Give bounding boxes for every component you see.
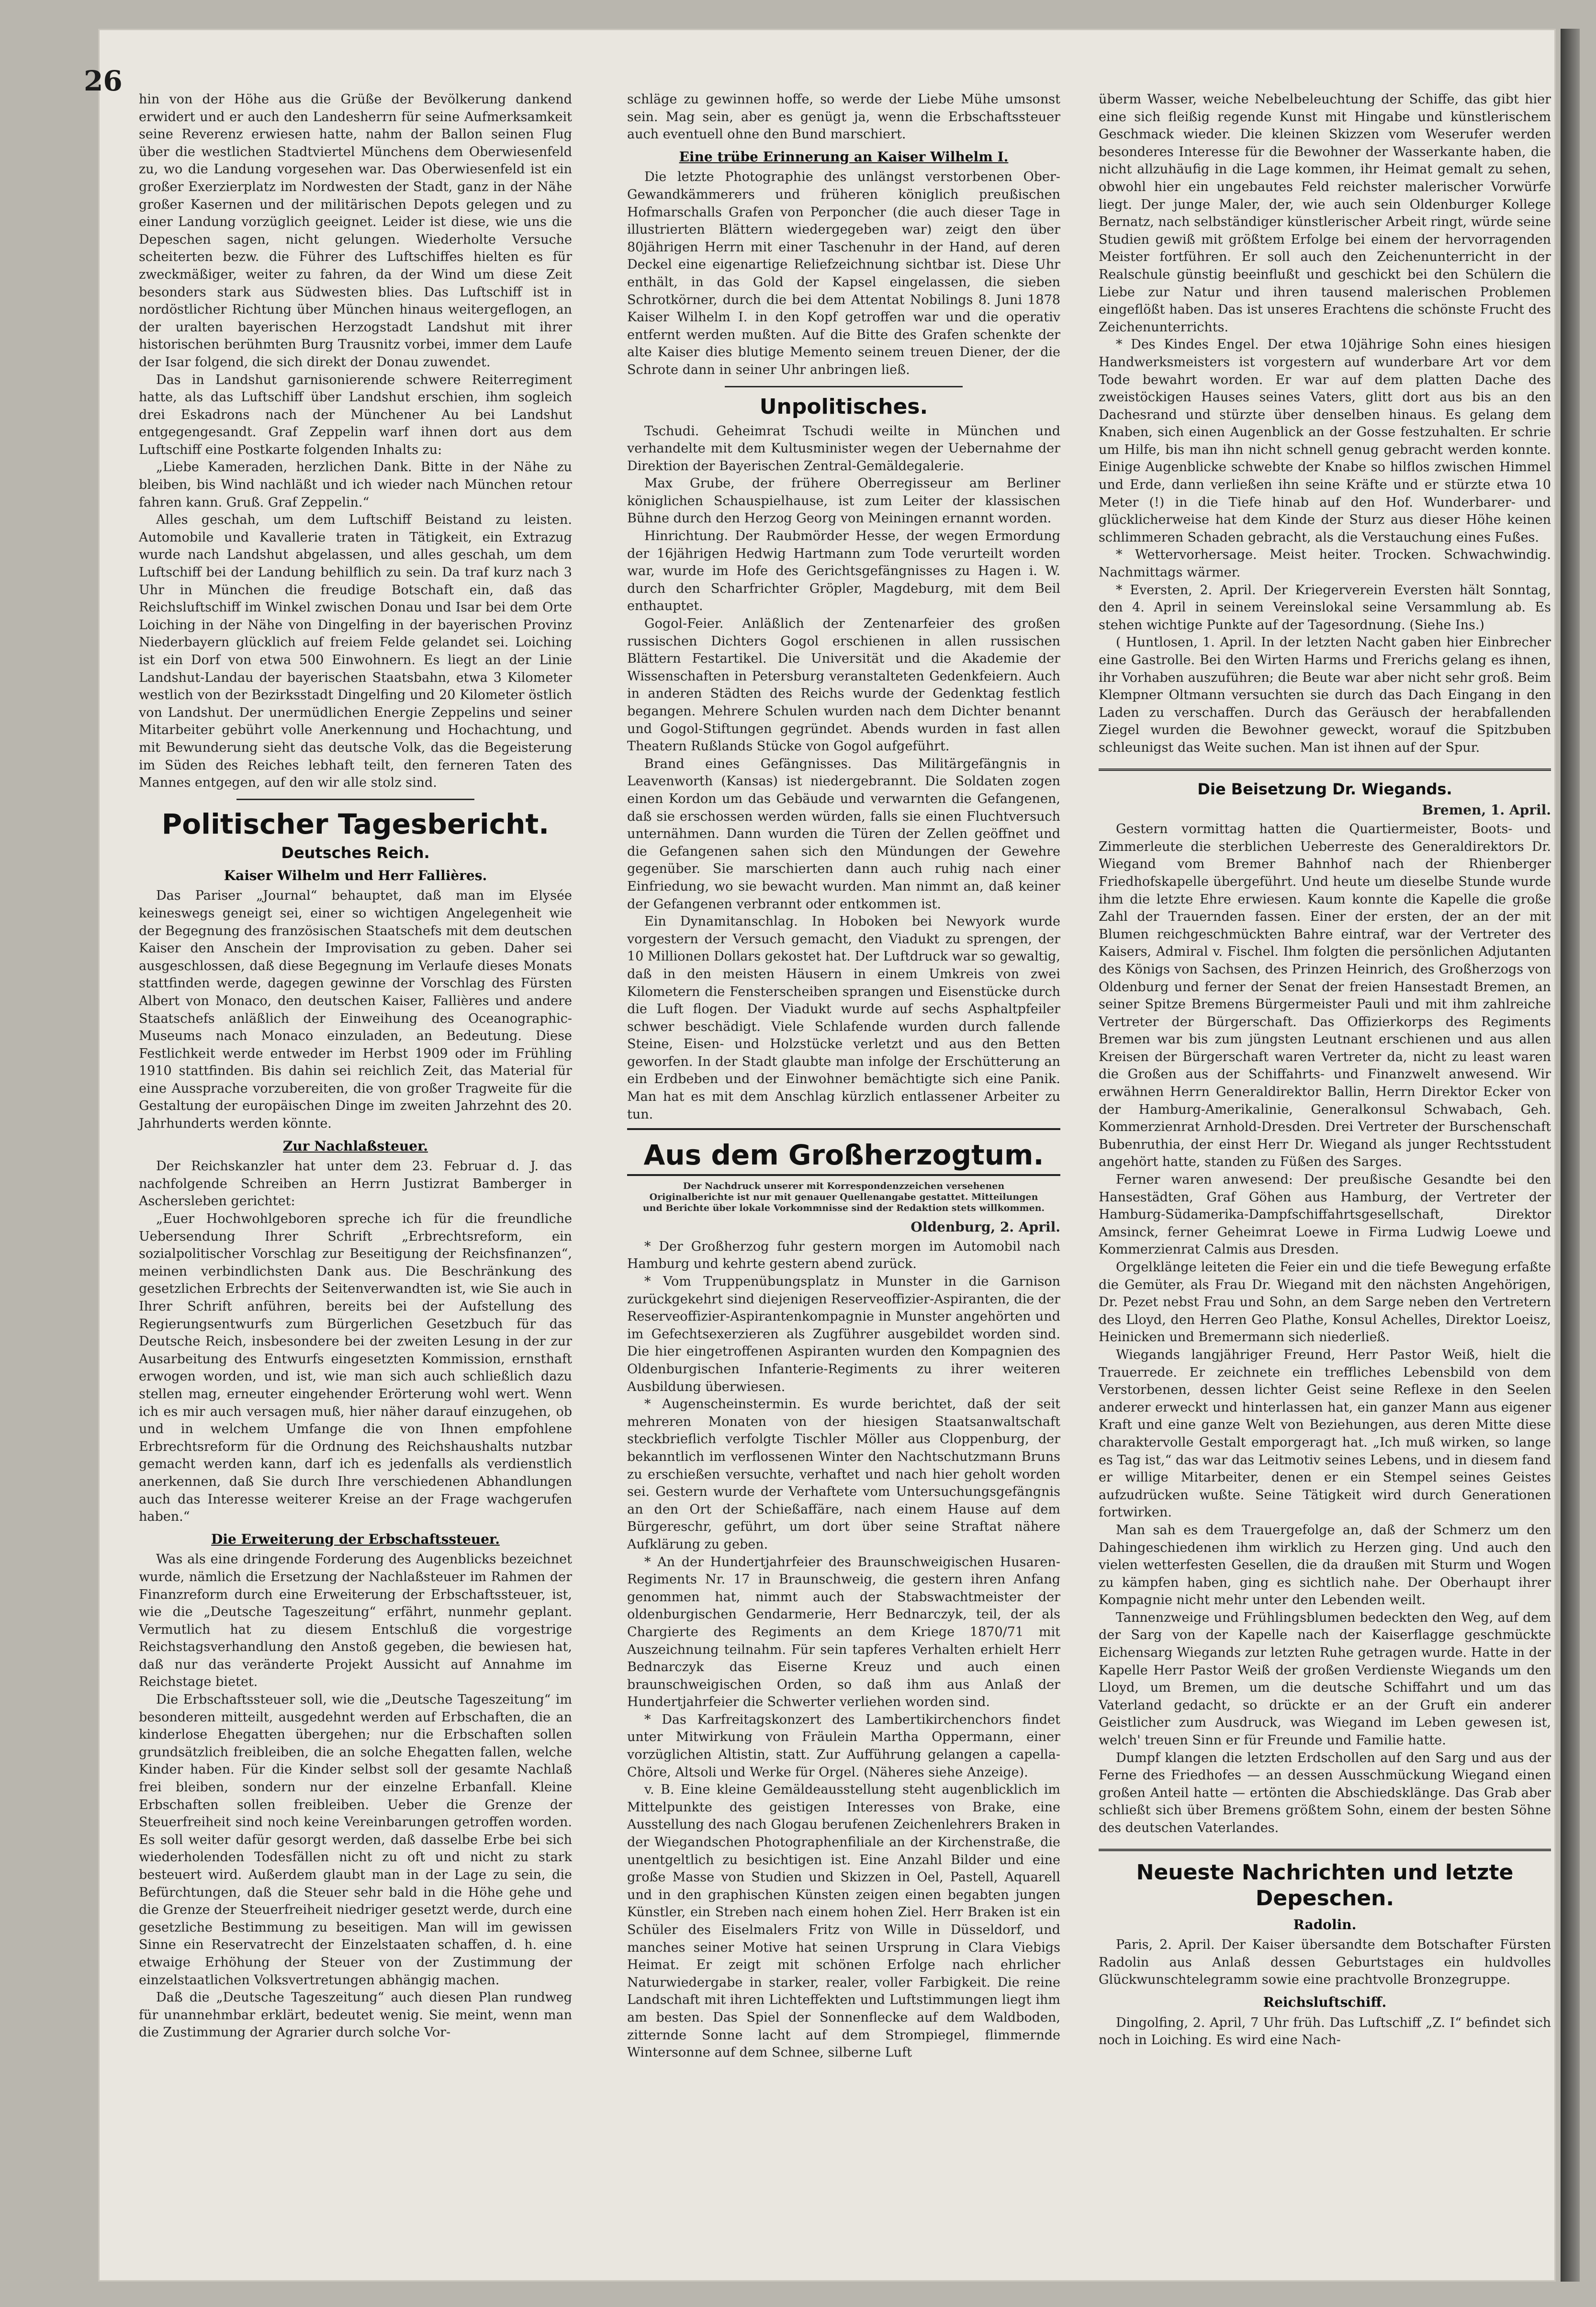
beisetzung-p1: Gestern vormittag hatten die Quartiermeister, Boots- und Zimmerleute die sterblichen Ueberreste des Generaldirektors Dr. Wiegand vom Bremer Bahnhof nach der Rhienberger Friedhofskapelle übergeführt. Und heute um dieselbe Stunde wurde ihm die letzte Ehre erwiesen. Kaum konnte die Kapelle die große Zahl der Trauernden fassen. Einer der ersten, der an der mit Blumen reichgeschmückten Bahre eintraf, war der Vertreter des Kaisers, Admiral v. Fischel. Ihm folgten die persönlichen Adjutanten des Königs von Sachsen, des Prinzen Heinrich, des Großherzogs von Oldenburg und ferner der Senat der freien Hansestadt Bremen, an seiner Spitze Bremens Bürgermeister Pauli und mit ihm zahlreiche Vertreter der Bürgerschaft. Das Offizierkorps des Regiments Bremen war bis zum jüngsten Leutnant erschienen und aus allen Kreisen der Bürgerschaft waren Vertreter da, nicht zu least waren die Großen aus der Schiffahrts- und Finanzwelt anwesend. Wir erwähnen Herrn Generaldirektor Ballin, Herrn Direktor Ecker von der Hamburg-Amerikalinie, Generalkonsul Schwabach, Geh. Kommerzienrat Arnhold-Dresden. Drei Vertreter der Burschenschaft Bubenruthia, der einst Herr Dr. Wiegand als junger Rechtsstudent angehört hatte, standen zu Füßen des Sarges. [1099, 822, 1551, 1170]
section-heading-beisetzung: Die Beisetzung Dr. Wiegands. [1197, 780, 1452, 798]
item-karfreitagskonzert: * Das Karfreitagskonzert des Lambertikirchenchors findet unter Mitwirkung von Fräulein Martha Oppermann, einer vorzüglichen Altistin, statt. Zur Aufführung gelangen a capella-Chöre, Altsoli und Werke für Orgel. (Näheres siehe Anzeige). [627, 1712, 1060, 1780]
erbschaft-p2: Die Erbschaftssteuer soll, wie die „Deutsche Tageszeitung“ im besonderen mitteilt, ausgedehnt werden auf Erbschaften, die an kinderlose Ehegatten übergehen; nur die Erbschaften sollen grundsätzlich freibleiben, die an solche Ehegatten fallen, welche Kinder haben. Für die Kinder selbst soll der gesamte Nachlaß frei bleiben, sondern nur der einzelne Erbanfall. Kleine Erbschaften sollen freibleiben. Ueber die Grenze der Steuerfreiheit sind noch keine Vereinbarungen getroffen worden. Es soll weiter dafür gesorgt werden, daß dasselbe Erbe bei sich wiederholenden Todesfällen nicht zu oft und nicht zu stark besteuert wird. Außerdem glaubt man in der Lage zu sein, die Befürchtungen, daß die Steuer sehr bald in die Höhe gehe und die Grenze der Steuerfreiheit niedriger gesetzt werde, durch eine gesetzliche Bestimmung zu beseitigen. Man will im gewissen Sinne ein Reservatrecht der Einzelstaaten schaffen, d. h. eine etwaige Erhöhung der Steuer von der Zustimmung der einzelstaatlichen Volksvertretungen abhängig machen. [139, 1692, 572, 1988]
nachlass-intro: Der Reichskanzler hat unter dem 23. Februar d. J. das nachfolgende Schreiben an Herrn Justizrat Bamberger in Aschersleben gerichtet: [139, 1159, 572, 1209]
item-gogol-feier: Gogol-Feier. Anläßlich der Zentenarfeier des großen russischen Dichters Gogol erschienen in allen russischen Blättern Festartikel. Die Universität und die Akademie der Wissenschaften in Petersburg veranstalteten Gedenkfeiern. Auch in anderen Städten des Reichs wurde der Gedenktag festlich begangen. Mehrere Schulen wurden nach dem Dichter benannt und Gogol-Stiftungen gegründet. Abends wurden in fast allen Theatern Rußlands Stücke von Gogol aufgeführt. [627, 616, 1060, 754]
zeppelin-article-p4: Alles geschah, um dem Luftschiff Beistand zu leisten. Automobile und Kavallerie traten in Tätigkeit, ein Extrazug wurde nach Landshut abgelassen, und alles geschah, um dem Luftschiff bei der Landung behilflich zu sein. Da traf kurz nach 3 Uhr in München die freudige Botschaft ein, daß das Reichsluftschiff im Winkel zwischen Donau und Isar bei dem Orte Loiching in der Nähe von Dingelfing in der bayerischen Provinz Niederbayern glücklich auf freiem Felde gelandet sei. Loiching ist ein Dorf von etwa 500 Einwohnern. Es liegt an der Linie Landshut-Landau der bayerischen Staatsbahn, etwa 3 Kilometer westlich von der Bezirksstadt Dingelfing und 20 Kilometer östlich von Landshut. Der unermüdlichen Energie Zeppelins und seiner Mitarbeiter gebührt volle Anerkennung und Hochachtung, und mit Bewunderung sieht das deutsche Volk, das die Begeisterung im Süden des Reiches lebhaft teilt, den ferneren Taten des Mannes entgegen, auf den wir alle stolz sind. [139, 512, 572, 791]
gemaelde-continued: überm Wasser, weiche Nebelbeleuchtung der Schiffe, das gibt hier eine sich fleißig regende Kunst mit Hingabe und künstlerischem Geschmack wieder. Die kleinen Skizzen vom Weserufer werden besonderes Interesse für die Bewohner der Wasserkante haben, die nicht allzuhäufig in die Lage kommen, ihr Heimat gemalt zu sehen, obwohl hier ein ungebautes Feld reichster malerischer Vorwürfe liegt. Der junge Maler, der, wie auch sein Oldenburger Kollege Bernatz, nach selbständiger künstlerischer Arbeit ringt, würde seine Studien gewiß mit größtem Erfolge bei einem der hervorragenden Meister fortführen. Er soll auch den Zeichenunterricht in der Realschule günstig beeinflußt und geschickt bei den Schülern die Liebe zur Natur und ihren tausend malerischen Problemen eingeflößt haben. Das ist unseres Erachtens die schönste Frucht des Zeichenunterrichts. [1099, 92, 1551, 335]
section-heading-reich: Deutsches Reich. [281, 843, 430, 862]
dateline-bremen: Bremen, 1. April. [1422, 802, 1551, 818]
zeppelin-postcard-quote: „Liebe Kameraden, herzlichen Dank. Bitte in der Nähe zu bleiben, bis Wind nachläßt und ich wieder nach München retour fahren kann. Gruß. Graf Zeppelin.“ [139, 460, 572, 510]
section-heading-unpolitisches: Unpolitisches. [759, 394, 928, 419]
section-heading-politics: Politischer Tagesbericht. [161, 807, 550, 840]
item-hundertjahrfeier: * An der Hundertjahrfeier des Braunschweigischen Husaren-Regiments Nr. 17 in Braunschweig, die gestern ihren Anfang genommen hat, nimmt auch der Stabswachtmeister der oldenburgischen Gendarmerie, Herr Bednarczyk, teil, der als Chargierte des Regiments an dem Kriege 1870/71 mit Auszeichnung teilnahm. Für sein tapferes Verhalten erhielt Herr Bednarczyk das Eiserne Kreuz und auch einen braunschweigischen Orden, so daß ihm aus Anlaß der Hundertjahrfeier die Schwerter verliehen worden sind. [627, 1554, 1060, 1710]
subheading-reichsluftschiff: Reichsluftschiff. [1263, 1994, 1387, 2010]
erbschaft-p1: Was als eine dringende Forderung des Augenblicks bezeichnet wurde, nämlich die Ersetzung der Nachlaßsteuer im Rahmen der Finanzreform durch eine Erweiterung der Erbschaftssteuer, ist, wie die „Deutsche Tageszeitung“ erfährt, nunmehr geplant. Vermutlich hat zu diesem Entschluß die vorgestrige Reichstagsverhandlung den Anstoß gegeben, die bewiesen hat, daß nur das veränderte Projekt Aussicht auf Annahme im Reichstage bietet. [139, 1552, 572, 1690]
item-grossherzog: * Der Großherzog fuhr gestern morgen im Automobil nach Hamburg und kehrte gestern abend zurück. [627, 1239, 1060, 1272]
item-eversten: * Eversten, 2. April. Der Kriegerverein Eversten hält Sonntag, den 4. April in seinem Vereinslokal seine Versammlung ab. Es stehen wichtige Punkte auf der Tagesordnung. (Siehe Ins.) [1099, 582, 1551, 633]
subheading-radolin: Radolin. [1293, 1916, 1357, 1933]
item-paris: Paris, 2. April. Der Kaiser übersandte dem Botschafter Fürsten Radolin aus Anlaß dessen Geburtstages ein huldvolles Glückwunschtelegramm sowie eine prachtvolle Bronzegruppe. [1099, 1937, 1551, 1988]
divider [725, 386, 963, 387]
reprint-notice: Der Nachdruck unserer mit Korrespondenzzeichen versehenen Originalberichte ist nur mit genauer Quellenangabe gestattet. Mitteilungen und Berichte über lokale Vorkommnisse sind der Redaktion stets willkommen. [642, 1181, 1045, 1214]
item-dynamitanschlag: Ein Dynamitanschlag. In Hoboken bei Newyork wurde vorgestern der Versuch gemacht, den Viadukt zu sprengen, der 10 Millionen Dollars gekostet hat. Der Luftdruck war so gewaltig, daß in den meisten Häusern in einem Umkreis von zwei Kilometern die Fensterscheiben sprangen und Eisenstücke durch die Luft flogen. Der Viadukt wurde auf sechs Asphaltpfeiler schwer beschädigt. Viele Schlafende wurden durch fallende Steine, Eisen- und Holzstücke verletzt und aus den Betten geworfen. In der Stadt glaubte man infolge der Erschütterung an ein Erdbeben und der Einwohner bemächtigte sich eine Panik. Man hat es mit dem Anschlag kürzlich entlassener Arbeiter zu tun. [627, 914, 1060, 1122]
item-max-grube: Max Grube, der frühere Oberregisseur am Berliner königlichen Schauspielhause, ist zum Leiter der klassischen Bühne durch den Herzog Georg von Meiningen ernannt worden. [627, 476, 1060, 526]
beisetzung-p4: Wiegands langjähriger Freund, Herr Pastor Weiß, hielt die Trauerrede. Er zeichnete ein treffliches Lebensbild von dem Verstorbenen, dessen lichter Geist seine Reflexe in den Seelen anderer erweckt und hinterlassen hat, ein ganzer Mann aus eigener Kraft und eine ganze Welt von Beziehungen, aus deren Mitte diese charaktervolle Gestalt emporgeragt hat. „Ich muß wirken, so lange es Tag ist,“ das war das Leitmotiv seines Lebens, und in diesem fand er willige Mitarbeiter, denen er ein Stempel seines Geistes aufzudrücken wußte. Seine Tätigkeit wird durch Generationen fortwirken. [1099, 1347, 1551, 1520]
item-wettervorhersage: * Wettervorhersage. Meist heiter. Trocken. Schwachwindig. Nachmittags wärmer. [1099, 547, 1551, 580]
item-hinrichtung: Hinrichtung. Der Raubmörder Hesse, der wegen Ermordung der 16jährigen Hedwig Hartmann zum Tode verurteilt worden war, wurde im Hofe des Gerichtsgefängnisses zu Hagen i. W. durch den Scharfrichter Gröpler, Magdeburg, mit dem Beil enthauptet. [627, 529, 1060, 614]
erbschaft-continued: schläge zu gewinnen hoffe, so werde der Liebe Mühe umsonst sein. Mag sein, aber es genügt ja, wenn die Erbschaftssteuer auch eventuell ohne den Bund marschiert. [627, 92, 1060, 142]
kaiser-fallieres-text: Das Pariser „Journal“ behauptet, daß man im Elysée keineswegs geneigt sei, einer so wichtigen Angelegenheit wie der Begegnung des französischen Staatschefs mit dem deutschen Kaiser den Anschein der Improvisation zu geben. Daher sei ausgeschlossen, daß diese Begegnung im Verlaufe dieses Monats stattfinden werde, dagegen gewinne der Vorschlag des Fürsten Albert von Monaco, den deutschen Kaiser, Fallières und andere Staatschefs anläßlich der Einweihung des Oceanographic-Museums nach Monaco einzuladen, an Bedeutung. Diese Festlichkeit werde entweder im Herbst 1909 oder im Frühling 1910 stattfinden. Bis dahin sei reichlich Zeit, das Material für eine Aussprache vorzubereiten, die von großer Tragweite für die Gestaltung der europäischen Dinge im zweiten Jahrzehnt des 20. Jahrhunderts werden könnte. [139, 888, 572, 1131]
divider [1099, 769, 1551, 771]
section-heading-neueste: Neueste Nachrichten und letzte Depeschen. [1136, 1860, 1514, 1911]
item-huntlosen: ( Huntlosen, 1. April. In der letzten Nacht gaben hier Einbrecher eine Gastrolle. Bei den Wirten Harms und Frerichs gelang es ihnen, ihr Vorhaben auszuführen; die Beute war aber nicht sehr groß. Beim Klempner Oltmann versuchten sie durch das Dach Eingang in den Laden zu verschaffen. Durch das Geräusch der herabfallenden Ziegel wurden die Bewohner geweckt, worauf die Spitzbuben schleunigst das Weite suchen. Man ist ihnen auf der Spur. [1099, 635, 1551, 755]
beisetzung-p2: Ferner waren anwesend: Der preußische Gesandte bei den Hansestädten, Graf Göhen aus Hamburg, der Vertreter der Hamburg-Südamerika-Dampfschiffahrtsgesellschaft, Direktor Amsinck, ferner Geheimrat Loewe in Firma Ludwig Loewe und Kommerzienrat Calmis aus Dresden. [1099, 1172, 1551, 1257]
zeppelin-article-p2: Das in Landshut garnisonierende schwere Reiterregiment hatte, als das Luftschiff über Landshut erschien, ihm sogleich drei Eskadrons nach der Münchener Au bei Landshut entgegengesandt. Graf Zeppelin warf ihnen dort aus dem Luftschiff eine Postkarte folgenden Inhalts zu: [139, 372, 572, 457]
subheading-erinnerung: Eine trübe Erinnerung an Kaiser Wilhelm I. [679, 148, 1009, 165]
beisetzung-p7: Dumpf klangen die letzten Erdschollen auf den Sarg und aus der Ferne des Friedhofes — an dessen Ausschmückung Wiegand einen großen Anteil hatte — ertönten die Abschiedsklänge. Das Grab aber schließt sich über Bremens größtem Sohn, einem der besten Söhne des deutschen Vaterlandes. [1099, 1750, 1551, 1835]
column-1 [139, 91, 572, 2042]
column-2 [627, 91, 1060, 2062]
dateline-oldenburg: Oldenburg, 2. April. [910, 1219, 1060, 1235]
item-dingolfing: Dingolfing, 2. April, 7 Uhr früh. Das Luftschiff „Z. I“ befindet sich noch in Loiching. Es wird eine Nach- [1099, 2015, 1551, 2048]
item-gemaeldeausstellung: v. B. Eine kleine Gemäldeausstellung steht augenblicklich im Mittelpunkte des geistigen Interesses von Brake, eine Ausstellung des nach Glogau berufenen Zeichenlehrers Braken in der Wiegandschen Photographenfiliale an der Kirchenstraße, die unentgeltlich zu besichtigen ist. Eine Anzahl Bilder und eine große Masse von Studien und Skizzen in Oel, Pastell, Aquarell und in den graphischen Künsten zeigen einen begabten jungen Künstler, ein Streben nach einem hohen Ziel. Herr Braken ist ein Schüler des Eiselmalers Fritz von Wille in Düsseldorf, und manches seiner Motive hat seinen Ursprung in Clara Viebigs Heimat. Er zeigt mit schönen Erfolge nach ehrlicher Naturwiedergabe in starker, realer, voller Farbigkeit. Die reine Landschaft mit ihren Lichteffekten und Luftstimmungen liegt ihm am besten. Das Spiel der Sonnenflecke auf dem Waldboden, zitternde Sonne lacht auf dem Strompiegel, flimmernde Wintersonne auf dem Schnee, silberne Luft [627, 1782, 1060, 2060]
divider [1099, 1849, 1551, 1851]
column-3 [1099, 91, 1551, 2049]
erbschaft-p3: Daß die „Deutsche Tageszeitung“ auch diesen Plan rundweg für unannehmbar erklärt, bedeutet wenig. Sie meint, wenn man die Zustimmung der Agrarier durch solche Vor- [139, 1990, 572, 2040]
item-augenscheinstermin: * Augenscheinstermin. Es wurde berichtet, daß der seit mehreren Monaten von der hiesigen Staatsanwaltschaft steckbrieflich verfolgte Tischler Möller aus Cloppenburg, der bekanntlich im verflossenen Winter den Nachtschutzmann Bruns zu erschießen versuchte, verhaftet und nach hier geholt worden sei. Gestern wurde der Verhaftete vom Untersuchungsgefängnis an den Ort der Schießaffäre, nach einem Hause auf dem Bürgereschr, geführt, um dort über seine Straftat nähere Aufklärung zu geben. [627, 1397, 1060, 1552]
beisetzung-p3: Orgelklänge leiteten die Feier ein und die tiefe Bewegung erfaßte die Gemüter, als Frau Dr. Wiegand mit den nächsten Angehörigen, Dr. Pezet nebst Frau und Sohn, an dem Sarge neben den Vertretern des Lloyd, den Herren Geo Plathe, Konsul Achelles, Direktor Loeisz, Heinicken und Bremermann sich niederließ. [1099, 1260, 1551, 1345]
zeppelin-article-p1: hin von der Höhe aus die Grüße der Bevölkerung dankend erwidert und er auch den Landesherrn für seine Aufmerksamkeit seine Reverenz erwiesen hatte, nahm der Ballon seinen Flug über die westlichen Stadtviertel Münchens dem Oberwiesenfeld zu, wo die Landung vorgesehen war. Das Oberwiesenfeld ist ein großer Exerzierplatz im Nordwesten der Stadt, ganz in der Nähe großer Kasernen und der militärischen Depots gelegen und zu einer Landung vorzüglich geeignet. Leider ist diese, wie uns die Depeschen sagen, nicht gelungen. Wiederholte Versuche scheiterten bezw. die Führer des Luftschiffes hielten es für zweckmäßiger, weiter zu fahren, da der Wind um diese Zeit besonders stark aus Südwesten blies. Das Luftschiff ist in nordöstlicher Richtung über München hinaus weitergeflogen, an der uralten bayerischen Herzogstadt Landshut mit ihrer historischen berühmten Burg Trausnitz vorbei, immer dem Laufe der Isar folgend, die sich direkt der Donau zuwendet. [139, 92, 572, 370]
subheading-nachlasssteuer: Zur Nachlaßsteuer. [282, 1138, 428, 1154]
beisetzung-p6: Tannenzweige und Frühlingsblumen bedeckten den Weg, auf dem der Sarg von der Kapelle nach der Kaiserflagge geschmückte Eichensarg Wiegands zur letzten Ruhe getragen wurde. Hatte in der Kapelle Herr Pastor Weiß der großen Verdienste Wiegands um den Lloyd, um Bremen, um die deutsche Schiffahrt und um das Vaterland gedacht, so drückte er an der Gruft ein anderer Geistlicher zum Ausdruck, was Wiegand im Leben gewesen ist, welch' treuen Sinn er für Freunde und Familie hatte. [1099, 1610, 1551, 1748]
erinnerung-text: Die letzte Photographie des unlängst verstorbenen Ober-Gewandkämmerers und früheren königlich preußischen Hofmarschalls Grafen von Perponcher (die auch dieser Tage in illustrierten Blättern wiedergegeben war) zeigt den über 80jährigen Herrn mit einer Taschenuhr in der Hand, auf deren Deckel eine eigenartige Reliefzeichnung sichtbar ist. Diese Uhr enthält, in das Gold der Kapsel eingelassen, die sieben Schrotkörner, durch die bei dem Attentat Nobilings 8. Juni 1878 Kaiser Wilhelm I. in den Kopf getroffen war und die operativ entfernt werden mußten. Auf die Bitte des Grafen schenkte der alte Kaiser dies blutige Memento seinem treuen Diener, der die Schrote dann in seiner Uhr anbringen ließ. [627, 170, 1060, 377]
subheading-erbschaftssteuer: Die Erweiterung der Erbschaftssteuer. [211, 1531, 500, 1547]
divider [236, 799, 475, 800]
scan-edge-shadow [1561, 29, 1580, 2282]
beisetzung-p5: Man sah es dem Trauergefolge an, daß der Schmerz um den Dahingeschiedenen ihm wirklich zu Herzen ging. Und auch den vielen wetterfesten Gesellen, die da draußen mit Sturm und Wogen zu kämpfen haben, ging es sichtlich nahe. Der Oberhaupt ihrer Kompagnie nicht mehr unter den Lebenden weilt. [1099, 1522, 1551, 1608]
grossherzogtum-header-box [627, 1128, 1060, 1176]
item-kindes-engel: * Des Kindes Engel. Der etwa 10jährige Sohn eines hiesigen Handwerksmeisters ist vorgestern auf wunderbare Art vor dem Tode bewahrt worden. Er war auf dem platten Dache des zweistöckigen Hauses seines Vaters, glitt dort aus bis an den Dachesrand und stürzte über denselben hinaus. Es gelang dem Knaben, sich einen Augenblick an der Gosse festzuhalten. Er schrie um Hilfe, bis man ihn nicht schnell genug gebracht werden konnte. Einige Augenblicke schwebte der Knabe so hilflos zwischen Himmel und Erde, dann verließen ihn seine Kräfte und er stürzte etwa 10 Meter (!) in die Tiefe hinab auf den Hof. Wunderbarer- und glücklicherweise hat dem Kinde der Sturz aus dieser Höhe keinen schlimmeren Schaden gebracht, als die Verstauchung eines Fußes. [1099, 337, 1551, 545]
item-tschudi: Tschudi. Geheimrat Tschudi weilte in München und verhandelte mit dem Kultusminister wegen der Uebernahme der Direktion der Bayerischen Zentral-Gemäldegalerie. [627, 423, 1060, 474]
page-number: 26 [84, 65, 123, 97]
section-heading-grossherzogtum: Aus dem Großherzogtum. [643, 1139, 1044, 1172]
item-brand-gefaengnis: Brand eines Gefängnisses. Das Militärgefängnis in Leavenworth (Kansas) ist niedergebrannt. Die Soldaten zogen einen Kordon um das Gebäude und verwarnten die Gefangenen, daß sie erschossen werden würden, falls sie einen Fluchtversuch unternähmen. Dann wurden die Türen der Zellen geöffnet und die Gefangenen sahen sich den Mündungen der Gewehre gegenüber. Sie marschierten dann auch ruhig nach einer Einfriedung, wo sie bewacht wurden. Man nimmt an, daß keiner der Gefangenen verbrannt oder entkommen ist. [627, 756, 1060, 912]
nachlass-letter: „Euer Hochwohlgeboren spreche ich für die freundliche Uebersendung Ihrer Schrift „Erbrechtsreform, ein sozialpolitischer Vorschlag zur Beseitigung der Reichsfinanzen“, meinen verbindlichsten Dank aus. Die Beschränkung des gesetzlichen Erbrechts der Seitenverwandten ist, wie Sie auch in Ihrer Schrift anführen, bereits bei der Aufstellung des Regierungsentwurfs zum Bürgerlichen Gesetzbuch für das Deutsche Reich, insbesondere bei der zweiten Lesung in der zur Ausarbeitung des Entwurfs eingesetzten Kommission, ernsthaft erwogen worden, und ist, wie man sich auch schließlich dazu stellen mag, erneuter eingehender Erörterung wohl wert. Wenn ich es mir auch versagen muß, hier näher darauf einzugehen, ob und in welchem Umfange die von Ihnen empfohlene Erbrechtsreform für die Ordnung des Reichshaushalts nutzbar gemacht werden kann, darf ich es jedenfalls als verdienstlich anerkennen, daß Sie durch Ihre verschiedenen Abhandlungen auch das Interesse weiterer Kreise an der Frage wachgerufen haben.“ [139, 1211, 572, 1525]
item-munster: * Vom Truppenübungsplatz in Munster in die Garnison zurückgekehrt sind diejenigen Reserveoffizier-Aspiranten, die der Reserveoffizier-Aspirantenkompagnie in Munster angehörten und im Gefechtsexerzieren als Zugführer ausgebildet worden sind. Die hier eingetroffenen Aspiranten wurden den Kompagnien des Oldenburgischen Infanterie-Regiments zu ihrer weiteren Ausbildung überwiesen. [627, 1274, 1060, 1394]
subheading-kaiser-fallieres: Kaiser Wilhelm und Herr Fallières. [224, 867, 487, 883]
